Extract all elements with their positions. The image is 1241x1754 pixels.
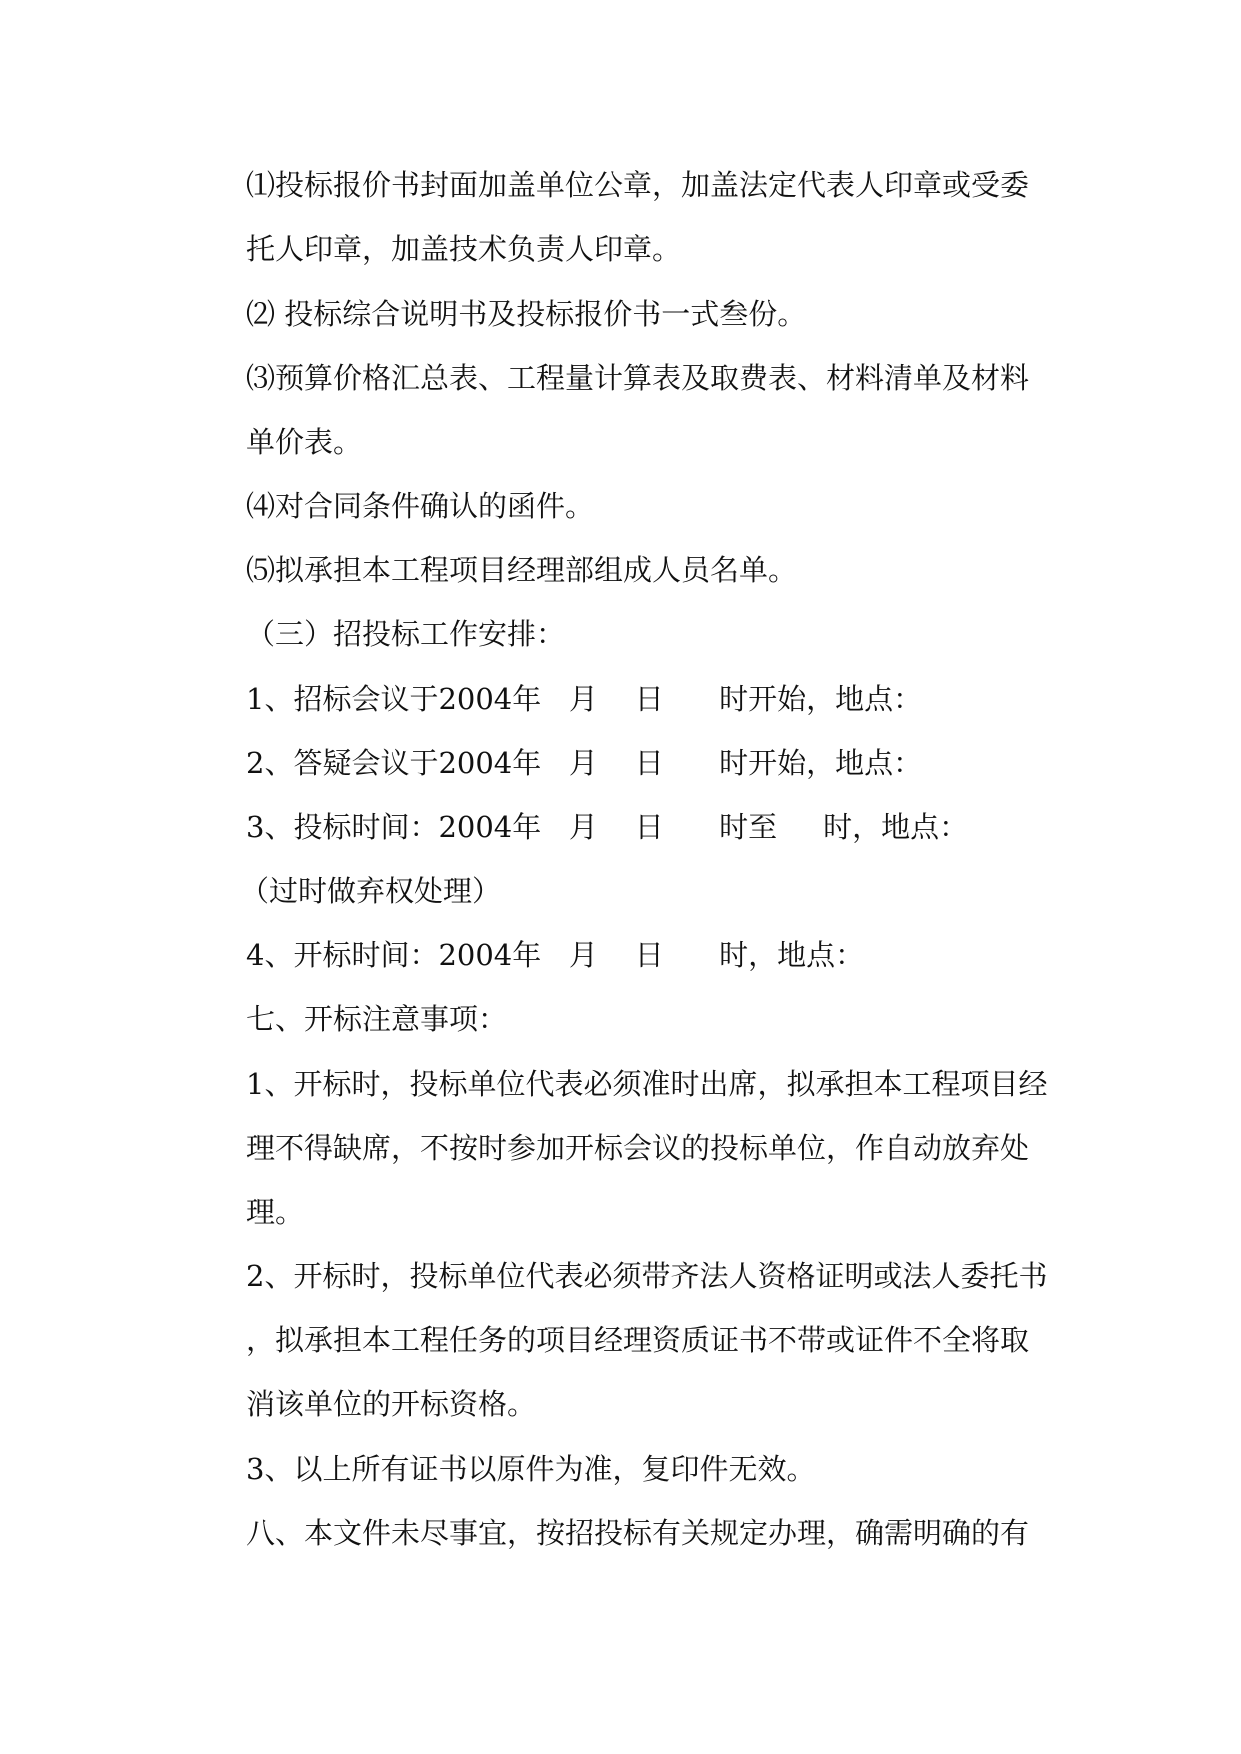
text-line: 单价表。 xyxy=(246,425,363,459)
text-line: ⑶预算价格汇总表、工程量计算表及取费表、材料清单及材料 xyxy=(246,361,1030,395)
text-line: 3、以上所有证书以原件为准，复印件无效。 xyxy=(246,1452,816,1486)
text-line: 2、答疑会议于2004年 月 日 时开始，地点： xyxy=(246,746,923,780)
text-line: 2、开标时，投标单位代表必须带齐法人资格证明或法人委托书 xyxy=(246,1259,1048,1293)
text-line: 理不得缺席，不按时参加开标会议的投标单位，作自动放弃处 xyxy=(246,1131,1030,1165)
text-line: 理。 xyxy=(246,1195,305,1229)
section-heading: （三）招投标工作安排： xyxy=(246,617,566,651)
text-line: 1、招标会议于2004年 月 日 时开始，地点： xyxy=(246,682,923,716)
text-line: ，拟承担本工程任务的项目经理资质证书不带或证件不全将取 xyxy=(246,1323,1030,1357)
text-line: 托人印章，加盖技术负责人印章。 xyxy=(246,232,682,266)
text-line: ⑵ 投标综合说明书及投标报价书一式叁份。 xyxy=(246,297,807,331)
text-line: 3、投标时间：2004年 月 日 时至 时，地点： xyxy=(246,810,969,844)
section-heading: 八、本文件未尽事宜，按招投标有关规定办理，确需明确的有 xyxy=(246,1516,1030,1550)
text-line: ⑸拟承担本工程项目经理部组成人员名单。 xyxy=(246,553,798,587)
text-line: ⑴投标报价书封面加盖单位公章，加盖法定代表人印章或受委 xyxy=(246,168,1030,202)
text-line: 1、开标时，投标单位代表必须准时出席，拟承担本工程项目经 xyxy=(246,1067,1048,1101)
section-heading: 七、开标注意事项： xyxy=(246,1002,508,1036)
text-line: 4、开标时间：2004年 月 日 时，地点： xyxy=(246,938,865,972)
text-line: （过时做弃权处理） xyxy=(240,874,502,908)
text-line: ⑷对合同条件确认的函件。 xyxy=(246,489,595,523)
text-line: 消该单位的开标资格。 xyxy=(246,1387,537,1421)
